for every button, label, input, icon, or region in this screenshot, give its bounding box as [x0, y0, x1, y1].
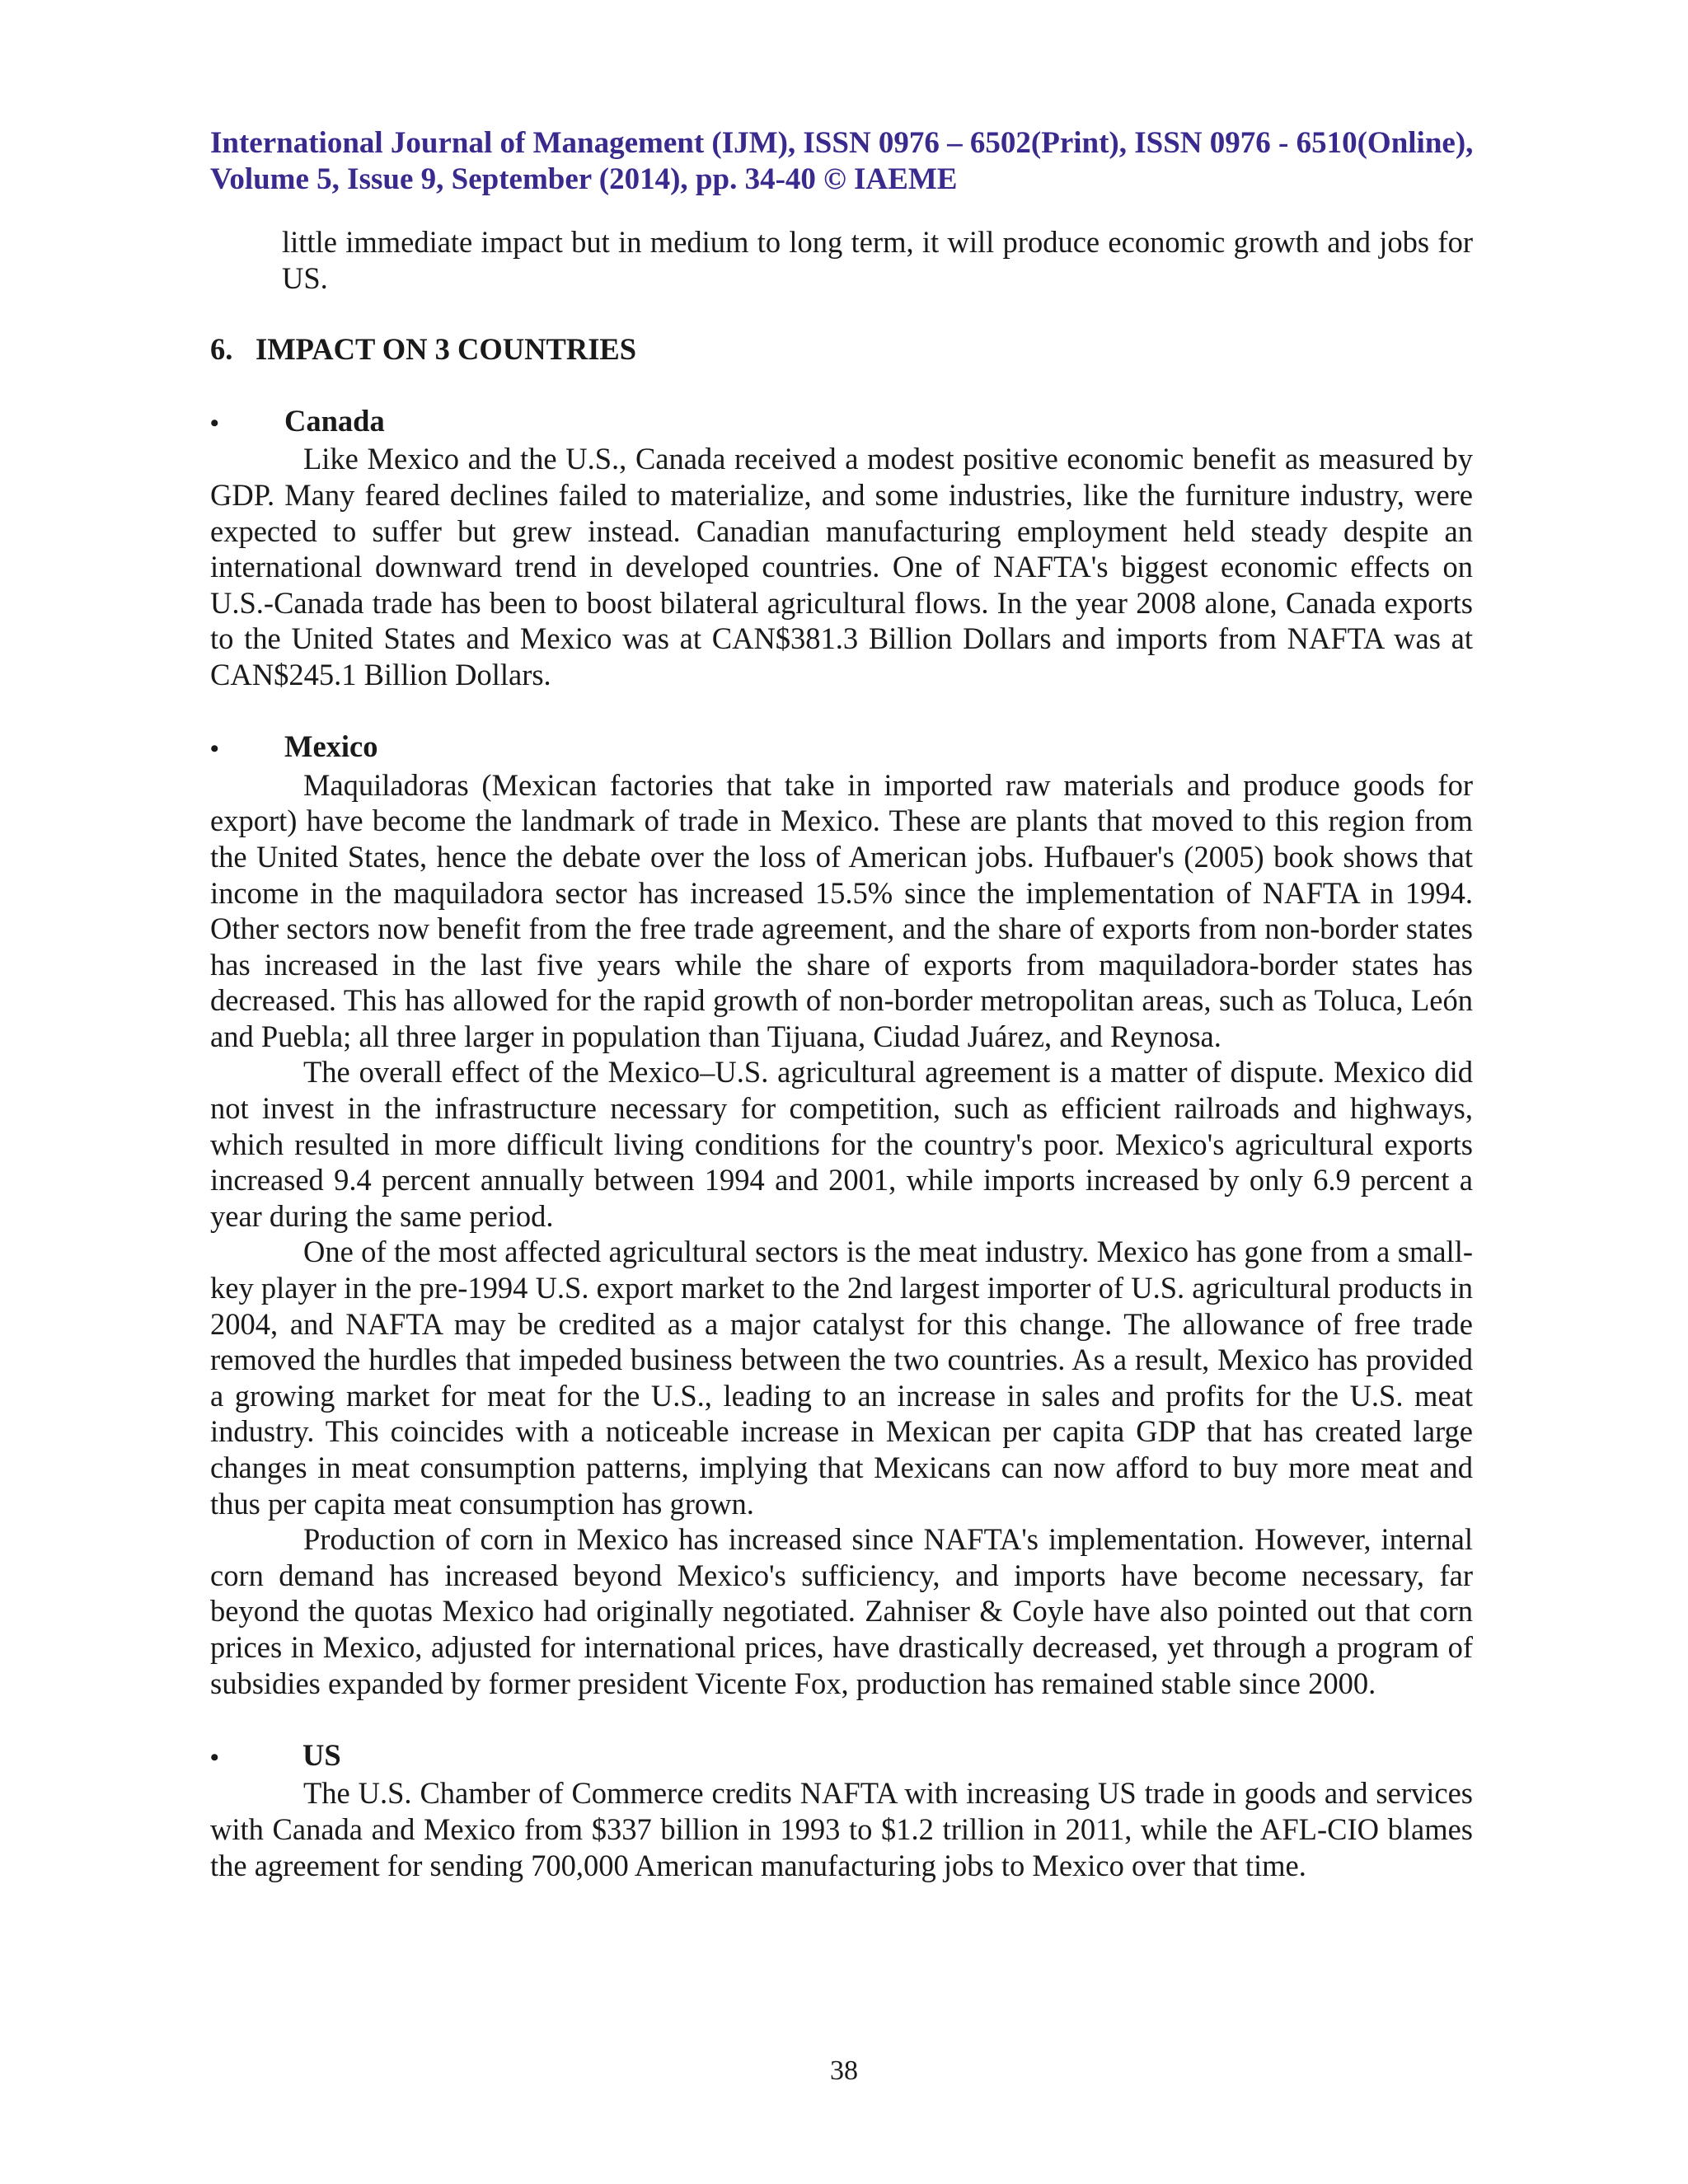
paragraph-us-1: The U.S. Chamber of Commerce credits NAFTA with increasing US trade in goods and services with Canada and Mexico from $337 billion in 1993 to $1.2 trillion in 2011, while the AFL-CIO blames the agreement for sending 700,000 American manufacturing jobs to Mexico over that time.	[210, 1776, 1473, 1882]
page-number: 38	[830, 2055, 858, 2086]
subsection-heading-us	[210, 1737, 1473, 1776]
section-heading	[210, 331, 1473, 368]
paragraph-mexico-1: Maquiladoras (Mexican factories that take in imported raw materials and produce goods for export) have become the landmark of trade in Mexico. These are plants that moved to this region from the United States, hence the debate over the loss of American jobs. Hufbauer's (2005) book shows that income in the maquiladora sector has increased 15.5% since the implementation of NAFTA in 1994. Other sectors now benefit from the free trade agreement, and the share of exports from non-border states has increased in the last five years while the share of exports from maquiladora-border states has decreased. This has allowed for the rapid growth of non-border metropolitan areas, such as Toluca, León and Puebla; all three larger in population than Tijuana, Ciudad Juárez, and Reynosa.	[210, 767, 1473, 1053]
bullet-icon: •	[210, 1743, 219, 1771]
section-number: 6.	[210, 332, 233, 367]
bullet-icon: •	[210, 735, 219, 763]
subsection-title-us: US	[302, 1737, 341, 1772]
section-title: IMPACT ON 3 COUNTRIES	[256, 332, 637, 367]
paragraph-mexico-3: One of the most affected agricultural sectors is the meat industry. Mexico has gone from a small-key player in the pre-1994 U.S. export market to the 2nd largest importer of U.S. agricultural products in 2004, and NAFTA may be credited as a major catalyst for this change. The allowance of free trade removed the hurdles that impeded business between the two countries. As a result, Mexico has provided a growing market for meat for the U.S., leading to an increase in sales and profits for the U.S. meat industry. This coincides with a noticeable increase in Mexican per capita GDP that has created large changes in meat consumption patterns, implying that Mexicans can now afford to buy more meat and thus per capita meat consumption has grown.	[210, 1235, 1473, 1521]
bullet-icon: •	[210, 409, 219, 437]
subsection-title-canada: Canada	[284, 403, 385, 438]
paragraph-mexico-2: The overall effect of the Mexico–U.S. agricultural agreement is a matter of dispute. Mexico did not invest in the infrastructure necessary for competition, such as efficient railroads and highways, which resulted in more difficult living conditions for the country's poor. Mexico's agricultural exports increased 9.4 percent annually between 1994 and 2001, while imports increased by only 6.9 percent a year during the same period.	[210, 1055, 1473, 1233]
running-header	[210, 125, 1484, 198]
subsection-title-mexico: Mexico	[284, 729, 378, 764]
subsection-heading-canada	[210, 403, 1473, 442]
subsection-heading-mexico	[210, 729, 1473, 767]
continued-paragraph: little immediate impact but in medium to long term, it will produce economic growth and jobs for US.	[282, 225, 1473, 295]
header-line-2: Volume 5, Issue 9, September (2014), pp. 34-40 © IAEME	[210, 162, 958, 196]
body-content	[210, 224, 1473, 1883]
paragraph-mexico-4: Production of corn in Mexico has increased since NAFTA's implementation. However, internal corn demand has increased beyond Mexico's sufficiency, and imports have become necessary, far beyond the quotas Mexico had originally negotiated. Zahniser & Coyle have also pointed out that corn prices in Mexico, adjusted for international prices, have drastically decreased, yet through a program of subsidies expanded by former president Vicente Fox, production has remained stable since 2000.	[210, 1522, 1473, 1700]
paragraph-canada-1: Like Mexico and the U.S., Canada received a modest positive economic benefit as measured by GDP. Many feared declines failed to materialize, and some industries, like the furniture industry, were expected to suffer but grew instead. Canadian manufacturing employment held steady despite an international downward trend in developed countries. One of NAFTA's biggest economic effects on U.S.-Canada trade has been to boost bilateral agricultural flows. In the year 2008 alone, Canada exports to the United States and Mexico was at CAN$381.3 Billion Dollars and imports from NAFTA was at CAN$245.1 Billion Dollars.	[210, 442, 1473, 691]
header-line-1: International Journal of Management (IJM), ISSN 0976 – 6502(Print), ISSN 0976 - 6510(Online),	[210, 126, 1474, 160]
